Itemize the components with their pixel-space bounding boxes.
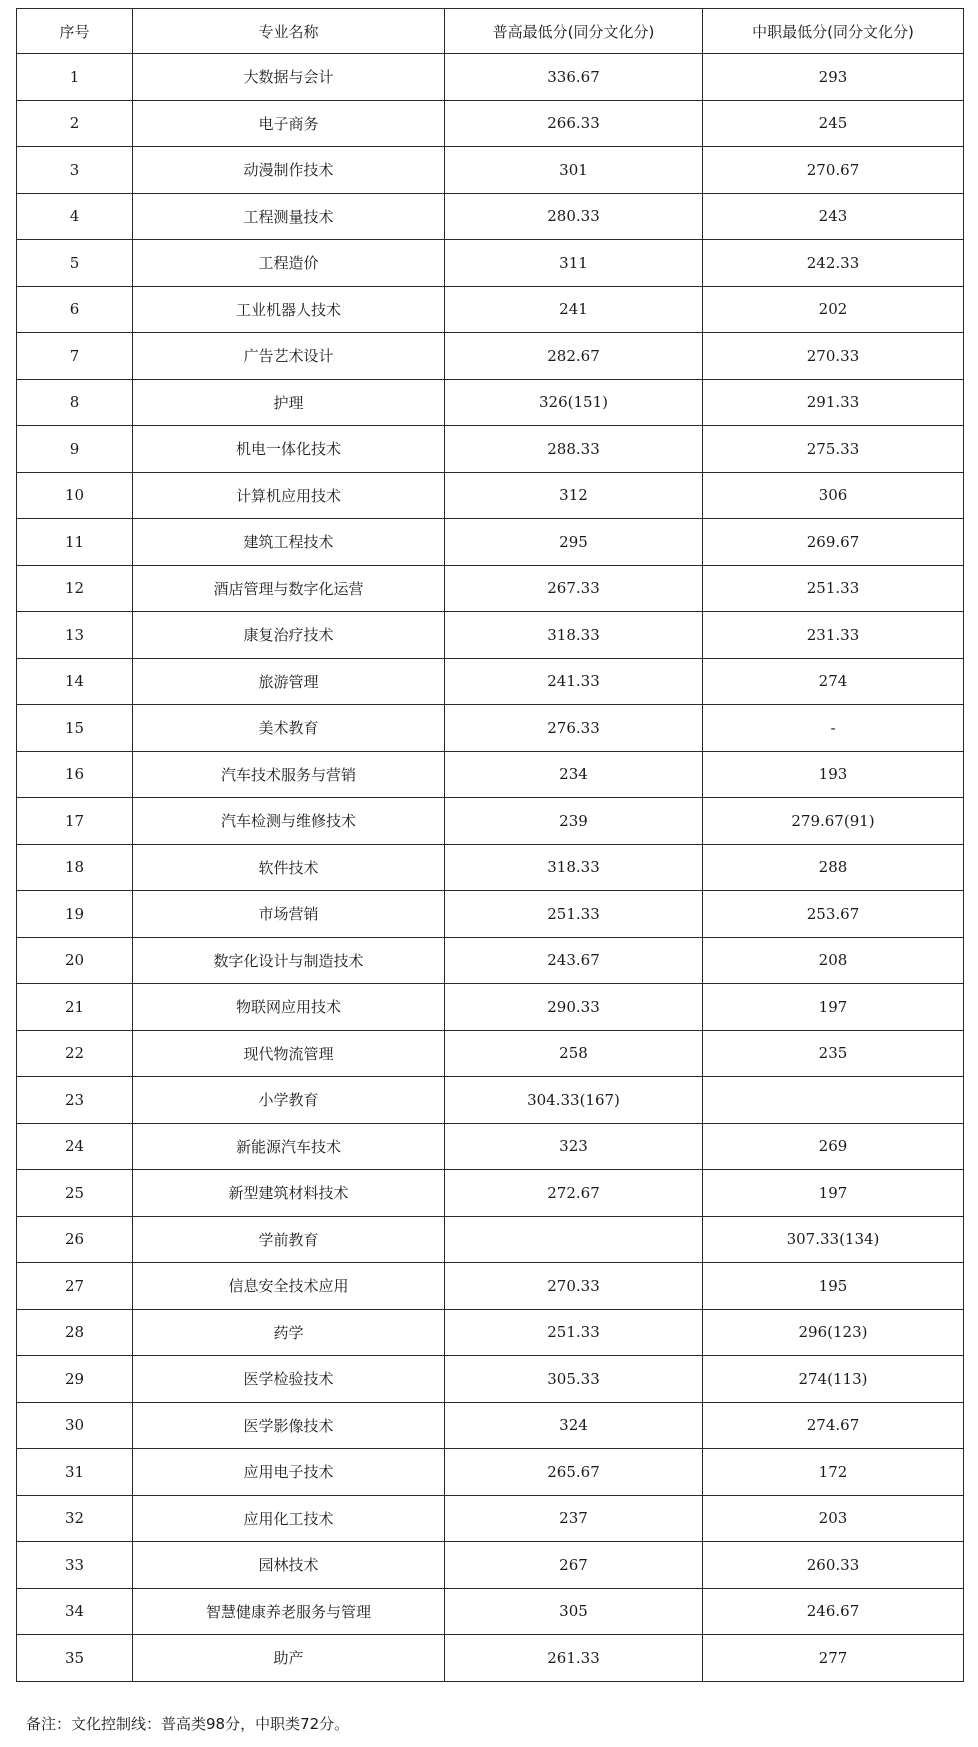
row-general-high-score: 241.33 <box>445 658 703 705</box>
row-vocational-score: 291.33 <box>703 379 964 426</box>
row-vocational-score: 193 <box>703 751 964 798</box>
row-index: 15 <box>17 705 133 752</box>
row-general-high-score: 288.33 <box>445 426 703 473</box>
row-vocational-score: 274(113) <box>703 1356 964 1403</box>
row-general-high-score: 261.33 <box>445 1635 703 1682</box>
row-major-name: 汽车技术服务与营销 <box>133 751 445 798</box>
row-index: 11 <box>17 519 133 566</box>
row-major-name: 信息安全技术应用 <box>133 1263 445 1310</box>
row-vocational-score: 208 <box>703 937 964 984</box>
row-index: 4 <box>17 193 133 240</box>
row-major-name: 计算机应用技术 <box>133 472 445 519</box>
row-general-high-score: 239 <box>445 798 703 845</box>
row-index: 21 <box>17 984 133 1031</box>
row-general-high-score: 326(151) <box>445 379 703 426</box>
row-general-high-score: 272.67 <box>445 1170 703 1217</box>
table-row <box>17 379 964 426</box>
table-row <box>17 1216 964 1263</box>
row-general-high-score: 267.33 <box>445 565 703 612</box>
row-vocational-score: 274 <box>703 658 964 705</box>
row-index: 34 <box>17 1588 133 1635</box>
row-general-high-score: 251.33 <box>445 1309 703 1356</box>
row-index: 2 <box>17 100 133 147</box>
row-major-name: 建筑工程技术 <box>133 519 445 566</box>
table-row <box>17 751 964 798</box>
row-general-high-score: 305.33 <box>445 1356 703 1403</box>
row-vocational-score: 277 <box>703 1635 964 1682</box>
row-index: 13 <box>17 612 133 659</box>
table-row <box>17 565 964 612</box>
table-row <box>17 1077 964 1124</box>
table-row <box>17 1170 964 1217</box>
row-vocational-score: 270.67 <box>703 147 964 194</box>
row-major-name: 广告艺术设计 <box>133 333 445 380</box>
row-index: 16 <box>17 751 133 798</box>
row-index: 30 <box>17 1402 133 1449</box>
table-row <box>17 1588 964 1635</box>
row-index: 29 <box>17 1356 133 1403</box>
row-vocational-score: 306 <box>703 472 964 519</box>
row-major-name: 康复治疗技术 <box>133 612 445 659</box>
table-row <box>17 937 964 984</box>
row-major-name: 智慧健康养老服务与管理 <box>133 1588 445 1635</box>
table-row <box>17 333 964 380</box>
row-vocational-score: 246.67 <box>703 1588 964 1635</box>
row-major-name: 应用化工技术 <box>133 1495 445 1542</box>
row-major-name: 新能源汽车技术 <box>133 1123 445 1170</box>
row-major-name: 应用电子技术 <box>133 1449 445 1496</box>
row-vocational-score: 195 <box>703 1263 964 1310</box>
table-row <box>17 240 964 287</box>
table-row <box>17 1030 964 1077</box>
row-vocational-score: 270.33 <box>703 333 964 380</box>
table-row <box>17 472 964 519</box>
row-index: 3 <box>17 147 133 194</box>
row-index: 7 <box>17 333 133 380</box>
row-major-name: 机电一体化技术 <box>133 426 445 473</box>
table-row <box>17 844 964 891</box>
table-row <box>17 984 964 1031</box>
row-vocational-score: 231.33 <box>703 612 964 659</box>
row-general-high-score: 282.67 <box>445 333 703 380</box>
row-index: 33 <box>17 1542 133 1589</box>
row-vocational-score: 243 <box>703 193 964 240</box>
row-index: 5 <box>17 240 133 287</box>
table-row <box>17 147 964 194</box>
row-major-name: 新型建筑材料技术 <box>133 1170 445 1217</box>
row-vocational-score: 197 <box>703 984 964 1031</box>
row-general-high-score: 304.33(167) <box>445 1077 703 1124</box>
table-header-row <box>17 9 964 54</box>
row-major-name: 学前教育 <box>133 1216 445 1263</box>
table-row <box>17 286 964 333</box>
row-vocational-score: 197 <box>703 1170 964 1217</box>
row-general-high-score: 318.33 <box>445 844 703 891</box>
row-major-name: 助产 <box>133 1635 445 1682</box>
row-vocational-score: 202 <box>703 286 964 333</box>
row-general-high-score: 270.33 <box>445 1263 703 1310</box>
row-index: 12 <box>17 565 133 612</box>
row-vocational-score: 251.33 <box>703 565 964 612</box>
table-row <box>17 1123 964 1170</box>
row-major-name: 数字化设计与制造技术 <box>133 937 445 984</box>
row-general-high-score: 234 <box>445 751 703 798</box>
row-general-high-score: 336.67 <box>445 54 703 101</box>
row-major-name: 软件技术 <box>133 844 445 891</box>
row-index: 19 <box>17 891 133 938</box>
row-index: 31 <box>17 1449 133 1496</box>
row-major-name: 汽车检测与维修技术 <box>133 798 445 845</box>
row-index: 8 <box>17 379 133 426</box>
row-index: 14 <box>17 658 133 705</box>
row-general-high-score: 305 <box>445 1588 703 1635</box>
row-general-high-score: 280.33 <box>445 193 703 240</box>
row-vocational-score: 269 <box>703 1123 964 1170</box>
table-row <box>17 1309 964 1356</box>
row-major-name: 医学影像技术 <box>133 1402 445 1449</box>
row-index: 1 <box>17 54 133 101</box>
row-vocational-score: 245 <box>703 100 964 147</box>
header-general-high-min-score: 普高最低分(同分文化分) <box>445 9 703 54</box>
footnote: 备注：文化控制线：普高类98分，中职类72分。 <box>26 1715 350 1733</box>
row-vocational-score: 293 <box>703 54 964 101</box>
row-major-name: 市场营销 <box>133 891 445 938</box>
table-body <box>17 54 964 1682</box>
row-vocational-score: 279.67(91) <box>703 798 964 845</box>
row-major-name: 园林技术 <box>133 1542 445 1589</box>
row-general-high-score: 324 <box>445 1402 703 1449</box>
row-general-high-score: 295 <box>445 519 703 566</box>
admission-score-table <box>16 8 964 1682</box>
row-vocational-score: 172 <box>703 1449 964 1496</box>
row-major-name: 药学 <box>133 1309 445 1356</box>
table-row <box>17 1542 964 1589</box>
row-vocational-score: 269.67 <box>703 519 964 566</box>
table-row <box>17 1263 964 1310</box>
row-major-name: 工程造价 <box>133 240 445 287</box>
row-vocational-score: 288 <box>703 844 964 891</box>
row-general-high-score: 237 <box>445 1495 703 1542</box>
table-row <box>17 100 964 147</box>
table-row <box>17 519 964 566</box>
row-general-high-score: 290.33 <box>445 984 703 1031</box>
row-general-high-score: 276.33 <box>445 705 703 752</box>
row-general-high-score: 301 <box>445 147 703 194</box>
header-major-name: 专业名称 <box>133 9 445 54</box>
table-row <box>17 705 964 752</box>
row-vocational-score <box>703 1077 964 1124</box>
row-general-high-score: 243.67 <box>445 937 703 984</box>
row-major-name: 工业机器人技术 <box>133 286 445 333</box>
table-row <box>17 891 964 938</box>
row-major-name: 美术教育 <box>133 705 445 752</box>
header-index: 序号 <box>17 9 133 54</box>
table-row <box>17 612 964 659</box>
row-vocational-score: 260.33 <box>703 1542 964 1589</box>
row-general-high-score: 267 <box>445 1542 703 1589</box>
row-general-high-score: 311 <box>445 240 703 287</box>
row-index: 32 <box>17 1495 133 1542</box>
table-row <box>17 1449 964 1496</box>
table-row <box>17 1635 964 1682</box>
row-major-name: 酒店管理与数字化运营 <box>133 565 445 612</box>
row-major-name: 物联网应用技术 <box>133 984 445 1031</box>
row-index: 20 <box>17 937 133 984</box>
row-vocational-score: 253.67 <box>703 891 964 938</box>
row-major-name: 旅游管理 <box>133 658 445 705</box>
row-vocational-score: - <box>703 705 964 752</box>
row-general-high-score: 312 <box>445 472 703 519</box>
row-general-high-score: 265.67 <box>445 1449 703 1496</box>
row-index: 26 <box>17 1216 133 1263</box>
row-vocational-score: 307.33(134) <box>703 1216 964 1263</box>
row-general-high-score: 251.33 <box>445 891 703 938</box>
row-major-name: 现代物流管理 <box>133 1030 445 1077</box>
row-index: 24 <box>17 1123 133 1170</box>
row-major-name: 动漫制作技术 <box>133 147 445 194</box>
table-row <box>17 426 964 473</box>
row-general-high-score: 241 <box>445 286 703 333</box>
row-vocational-score: 296(123) <box>703 1309 964 1356</box>
row-vocational-score: 274.67 <box>703 1402 964 1449</box>
row-index: 18 <box>17 844 133 891</box>
row-index: 25 <box>17 1170 133 1217</box>
table-row <box>17 1402 964 1449</box>
row-general-high-score: 266.33 <box>445 100 703 147</box>
row-index: 28 <box>17 1309 133 1356</box>
table-row <box>17 193 964 240</box>
row-index: 17 <box>17 798 133 845</box>
row-index: 6 <box>17 286 133 333</box>
row-major-name: 医学检验技术 <box>133 1356 445 1403</box>
row-vocational-score: 275.33 <box>703 426 964 473</box>
row-general-high-score <box>445 1216 703 1263</box>
table-row <box>17 1356 964 1403</box>
row-general-high-score: 323 <box>445 1123 703 1170</box>
row-index: 10 <box>17 472 133 519</box>
table-row <box>17 54 964 101</box>
row-vocational-score: 242.33 <box>703 240 964 287</box>
table-row <box>17 1495 964 1542</box>
row-index: 9 <box>17 426 133 473</box>
row-index: 35 <box>17 1635 133 1682</box>
row-major-name: 工程测量技术 <box>133 193 445 240</box>
row-major-name: 小学教育 <box>133 1077 445 1124</box>
row-vocational-score: 235 <box>703 1030 964 1077</box>
table-row <box>17 658 964 705</box>
row-general-high-score: 318.33 <box>445 612 703 659</box>
table-row <box>17 798 964 845</box>
row-general-high-score: 258 <box>445 1030 703 1077</box>
row-major-name: 护理 <box>133 379 445 426</box>
header-vocational-min-score: 中职最低分(同分文化分) <box>703 9 964 54</box>
row-major-name: 电子商务 <box>133 100 445 147</box>
row-index: 22 <box>17 1030 133 1077</box>
row-index: 27 <box>17 1263 133 1310</box>
row-index: 23 <box>17 1077 133 1124</box>
row-major-name: 大数据与会计 <box>133 54 445 101</box>
row-vocational-score: 203 <box>703 1495 964 1542</box>
